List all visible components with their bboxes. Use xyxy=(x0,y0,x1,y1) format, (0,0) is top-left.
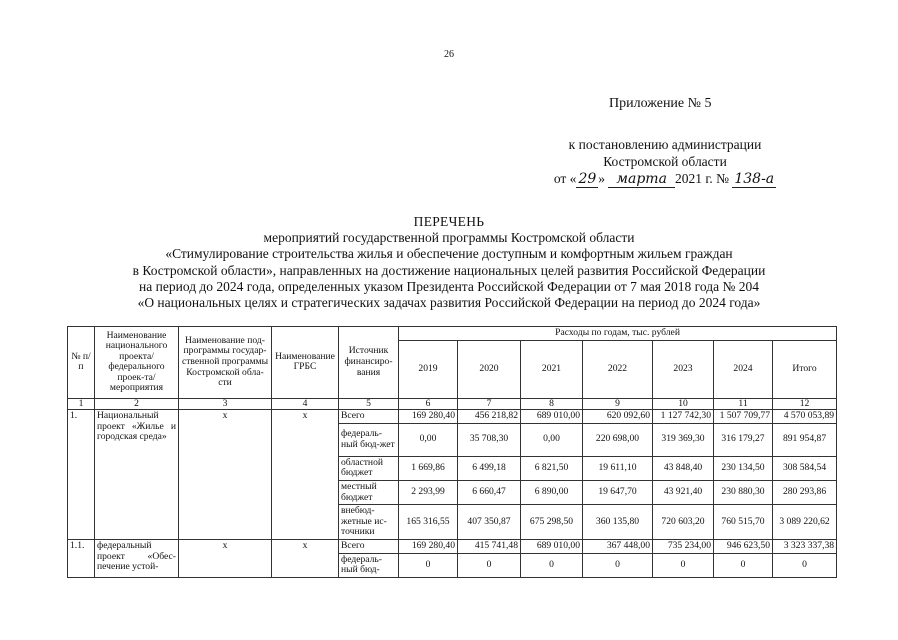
source-cell: областной бюджет xyxy=(339,456,399,480)
row-num: 1.1. xyxy=(68,539,95,577)
value-cell: 1 507 709,77 xyxy=(714,410,773,424)
value-cell: 360 135,80 xyxy=(583,505,653,540)
subprogram-cell: х xyxy=(179,539,272,577)
value-cell: 0 xyxy=(583,553,653,577)
header-project: Наименование национального проекта/ федерального проек-та/мероприятия xyxy=(95,327,179,399)
table-row xyxy=(68,410,837,424)
index-cell: 7 xyxy=(458,398,521,410)
header-grbs: Наименование ГРБС xyxy=(272,327,339,399)
index-cell: 11 xyxy=(714,398,773,410)
value-cell: 689 010,00 xyxy=(521,539,583,553)
source-cell: Всего xyxy=(339,410,399,424)
value-cell: 456 218,82 xyxy=(458,410,521,424)
value-cell: 6 821,50 xyxy=(521,456,583,480)
header-year: 2022 xyxy=(583,340,653,398)
project-name: федеральный проект «Обес-печение устой- xyxy=(95,539,179,577)
value-cell: 620 092,60 xyxy=(583,410,653,424)
index-cell: 8 xyxy=(521,398,583,410)
title-line: мероприятий государственной программы Костромской области xyxy=(263,230,635,246)
handwritten-month: марта xyxy=(608,172,675,188)
value-cell: 720 603,20 xyxy=(653,505,714,540)
value-cell: 165 316,55 xyxy=(399,505,458,540)
value-cell: 6 890,00 xyxy=(521,480,583,504)
resolution-line-2: Костромской области xyxy=(603,154,727,169)
total-cell: 0 xyxy=(773,553,837,577)
index-cell: 1 xyxy=(68,398,95,410)
value-cell: 0,00 xyxy=(399,423,458,456)
index-cell: 5 xyxy=(339,398,399,410)
header-year: 2023 xyxy=(653,340,714,398)
grbs-cell: х xyxy=(272,539,339,577)
value-cell: 0 xyxy=(399,553,458,577)
value-cell: 319 369,30 xyxy=(653,423,714,456)
value-cell: 2 293,99 xyxy=(399,480,458,504)
title-line: «О национальных целях и стратегических задачах развития Российской Федерации на период до 2024 года» xyxy=(137,295,761,311)
value-cell: 19 647,70 xyxy=(583,480,653,504)
title-line: «Стимулирование строительства жилья и обеспечение доступным и комфортным жильем граждан xyxy=(165,246,733,262)
value-cell: 169 280,40 xyxy=(399,539,458,553)
header-year: 2020 xyxy=(458,340,521,398)
value-cell: 0 xyxy=(458,553,521,577)
handwritten-day: 29 xyxy=(578,171,597,187)
header-total: Итого xyxy=(773,340,837,398)
value-cell: 0 xyxy=(714,553,773,577)
date-prefix: от « xyxy=(553,171,577,186)
value-cell: 6 660,47 xyxy=(458,480,521,504)
header-source: Источник финансиро-вания xyxy=(339,327,399,399)
date-mid: » xyxy=(598,171,606,186)
header-expenses: Расходы по годам, тыс. рублей xyxy=(399,327,837,341)
title-heading: ПЕРЕЧЕНЬ xyxy=(413,214,485,229)
total-cell: 308 584,54 xyxy=(773,456,837,480)
value-cell: 367 448,00 xyxy=(583,539,653,553)
table-row xyxy=(68,539,837,553)
project-name: Национальный проект «Жилье и городская среда» xyxy=(95,410,179,540)
title-line: на период до 2024 года, определенных указом Президента Российской Федерации от 7 мая 2018 года № 204 xyxy=(139,278,759,294)
subprogram-cell: х xyxy=(179,410,272,540)
index-row xyxy=(68,398,837,410)
value-cell: 316 179,27 xyxy=(714,423,773,456)
header-num: № п/п xyxy=(68,327,95,399)
header-year: 2024 xyxy=(714,340,773,398)
value-cell: 230 880,30 xyxy=(714,480,773,504)
value-cell: 1 127 742,30 xyxy=(653,410,714,424)
index-cell: 3 xyxy=(179,398,272,410)
value-cell: 946 623,50 xyxy=(714,539,773,553)
index-cell: 6 xyxy=(399,398,458,410)
expenses-table xyxy=(67,326,837,578)
header-subprogram: Наименование под-программы государ-ственной программы Костромской обла-сти xyxy=(179,327,272,399)
index-cell: 12 xyxy=(773,398,837,410)
value-cell: 689 010,00 xyxy=(521,410,583,424)
index-cell: 4 xyxy=(272,398,339,410)
document-title xyxy=(40,214,858,311)
header-row xyxy=(68,327,837,341)
value-cell: 760 515,70 xyxy=(714,505,773,540)
value-cell: 43 848,40 xyxy=(653,456,714,480)
value-cell: 35 708,30 xyxy=(458,423,521,456)
value-cell: 415 741,48 xyxy=(458,539,521,553)
value-cell: 19 611,10 xyxy=(583,456,653,480)
page-number: 26 xyxy=(444,49,454,60)
value-cell: 0 xyxy=(521,553,583,577)
header-year: 2019 xyxy=(399,340,458,398)
value-cell: 735 234,00 xyxy=(653,539,714,553)
source-cell: местный бюджет xyxy=(339,480,399,504)
value-cell: 1 669,86 xyxy=(399,456,458,480)
value-cell: 675 298,50 xyxy=(521,505,583,540)
source-cell: внебюд-жетные ис-точники xyxy=(339,505,399,540)
total-cell: 3 323 337,38 xyxy=(773,539,837,553)
source-cell: федераль-ный бюд- xyxy=(339,553,399,577)
resolution-reference xyxy=(535,136,795,188)
value-cell: 6 499,18 xyxy=(458,456,521,480)
value-cell: 230 134,50 xyxy=(714,456,773,480)
index-cell: 9 xyxy=(583,398,653,410)
value-cell: 0,00 xyxy=(521,423,583,456)
resolution-date-line xyxy=(535,170,795,188)
value-cell: 0 xyxy=(653,553,714,577)
value-cell: 169 280,40 xyxy=(399,410,458,424)
index-cell: 2 xyxy=(95,398,179,410)
value-cell: 407 350,87 xyxy=(458,505,521,540)
resolution-line-1: к постановлению администрации xyxy=(568,137,762,152)
total-cell: 280 293,86 xyxy=(773,480,837,504)
source-cell: Всего xyxy=(339,539,399,553)
total-cell: 891 954,87 xyxy=(773,423,837,456)
index-cell: 10 xyxy=(653,398,714,410)
row-num: 1. xyxy=(68,410,95,540)
value-cell: 43 921,40 xyxy=(653,480,714,504)
header-year: 2021 xyxy=(521,340,583,398)
handwritten-doc-number: 138-а xyxy=(734,171,775,187)
total-cell: 4 570 053,89 xyxy=(773,410,837,424)
total-cell: 3 089 220,62 xyxy=(773,505,837,540)
year-part: 2021 г. № xyxy=(674,171,729,186)
source-cell: федераль-ный бюд-жет xyxy=(339,423,399,456)
value-cell: 220 698,00 xyxy=(583,423,653,456)
title-line: в Костромской области», направленных на достижение национальных целей развития Российской Федерации xyxy=(132,262,766,278)
appendix-title: Приложение № 5 xyxy=(609,96,712,111)
grbs-cell: х xyxy=(272,410,339,540)
